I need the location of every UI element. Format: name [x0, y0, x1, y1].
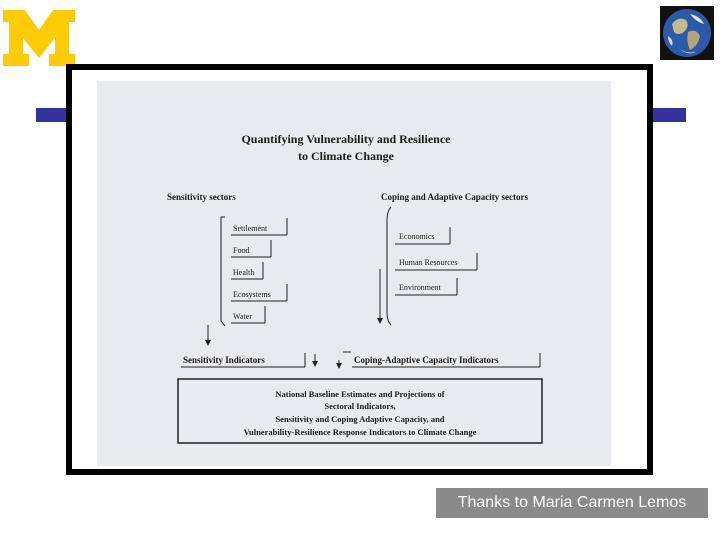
svg-text:Health: Health	[233, 268, 255, 277]
credit-caption: Thanks to Maria Carmen Lemos	[436, 488, 708, 518]
arrow-to-coping-indicators	[377, 269, 383, 324]
coping-sector-human-resources	[395, 253, 477, 270]
svg-text:Economics: Economics	[399, 232, 435, 241]
coping-sector-economics	[395, 227, 450, 244]
svg-text:Human Resources: Human Resources	[399, 258, 458, 267]
coping-indicators-label: Coping-Adaptive Capacity Indicators	[354, 355, 499, 365]
diagram-scan	[97, 81, 611, 466]
block-m-logo	[3, 10, 75, 66]
sensitivity-bracket	[221, 217, 225, 326]
accent-bar-right	[652, 108, 686, 122]
baseline-line-3: Sensitivity and Coping Adaptive Capacity, and	[275, 414, 445, 424]
sensitivity-sector-ecosystems	[231, 284, 287, 301]
diagram-title-line1: Quantifying Vulnerability and Resilience	[241, 132, 451, 146]
baseline-line-1: National Baseline Estimates and Projections of	[275, 389, 445, 399]
baseline-line-2: Sectoral Indicators,	[324, 401, 396, 411]
vulnerability-diagram	[97, 81, 611, 466]
sensitivity-indicators-label: Sensitivity Indicators	[183, 355, 265, 365]
sensitivity-sector-water	[231, 306, 265, 323]
earth-globe-icon	[660, 6, 714, 60]
arrow-to-sensitivity-indicators	[205, 325, 211, 346]
svg-text:Ecosystems: Ecosystems	[233, 290, 271, 299]
sensitivity-sector-food	[231, 240, 271, 257]
sensitivity-sectors-heading: Sensitivity sectors	[167, 192, 236, 202]
svg-text:Water: Water	[233, 312, 252, 321]
sensitivity-sector-settlement	[231, 218, 287, 235]
slide-area	[72, 70, 647, 469]
coping-bracket	[387, 207, 391, 325]
sensitivity-sector-health	[231, 262, 263, 279]
baseline-line-4: Vulnerability-Resilience Response Indicators to Climate Change	[243, 427, 477, 437]
coping-sectors-heading: Coping and Adaptive Capacity sectors	[381, 192, 529, 202]
svg-text:Food: Food	[233, 246, 250, 255]
arrow-mid-right	[336, 360, 342, 369]
svg-text:Environment: Environment	[399, 283, 441, 292]
diagram-title-line2: to Climate Change	[298, 149, 394, 163]
slide-frame	[66, 64, 653, 475]
svg-text:Settlement: Settlement	[233, 224, 268, 233]
coping-sector-environment	[395, 278, 457, 295]
arrow-mid-left	[312, 354, 318, 367]
